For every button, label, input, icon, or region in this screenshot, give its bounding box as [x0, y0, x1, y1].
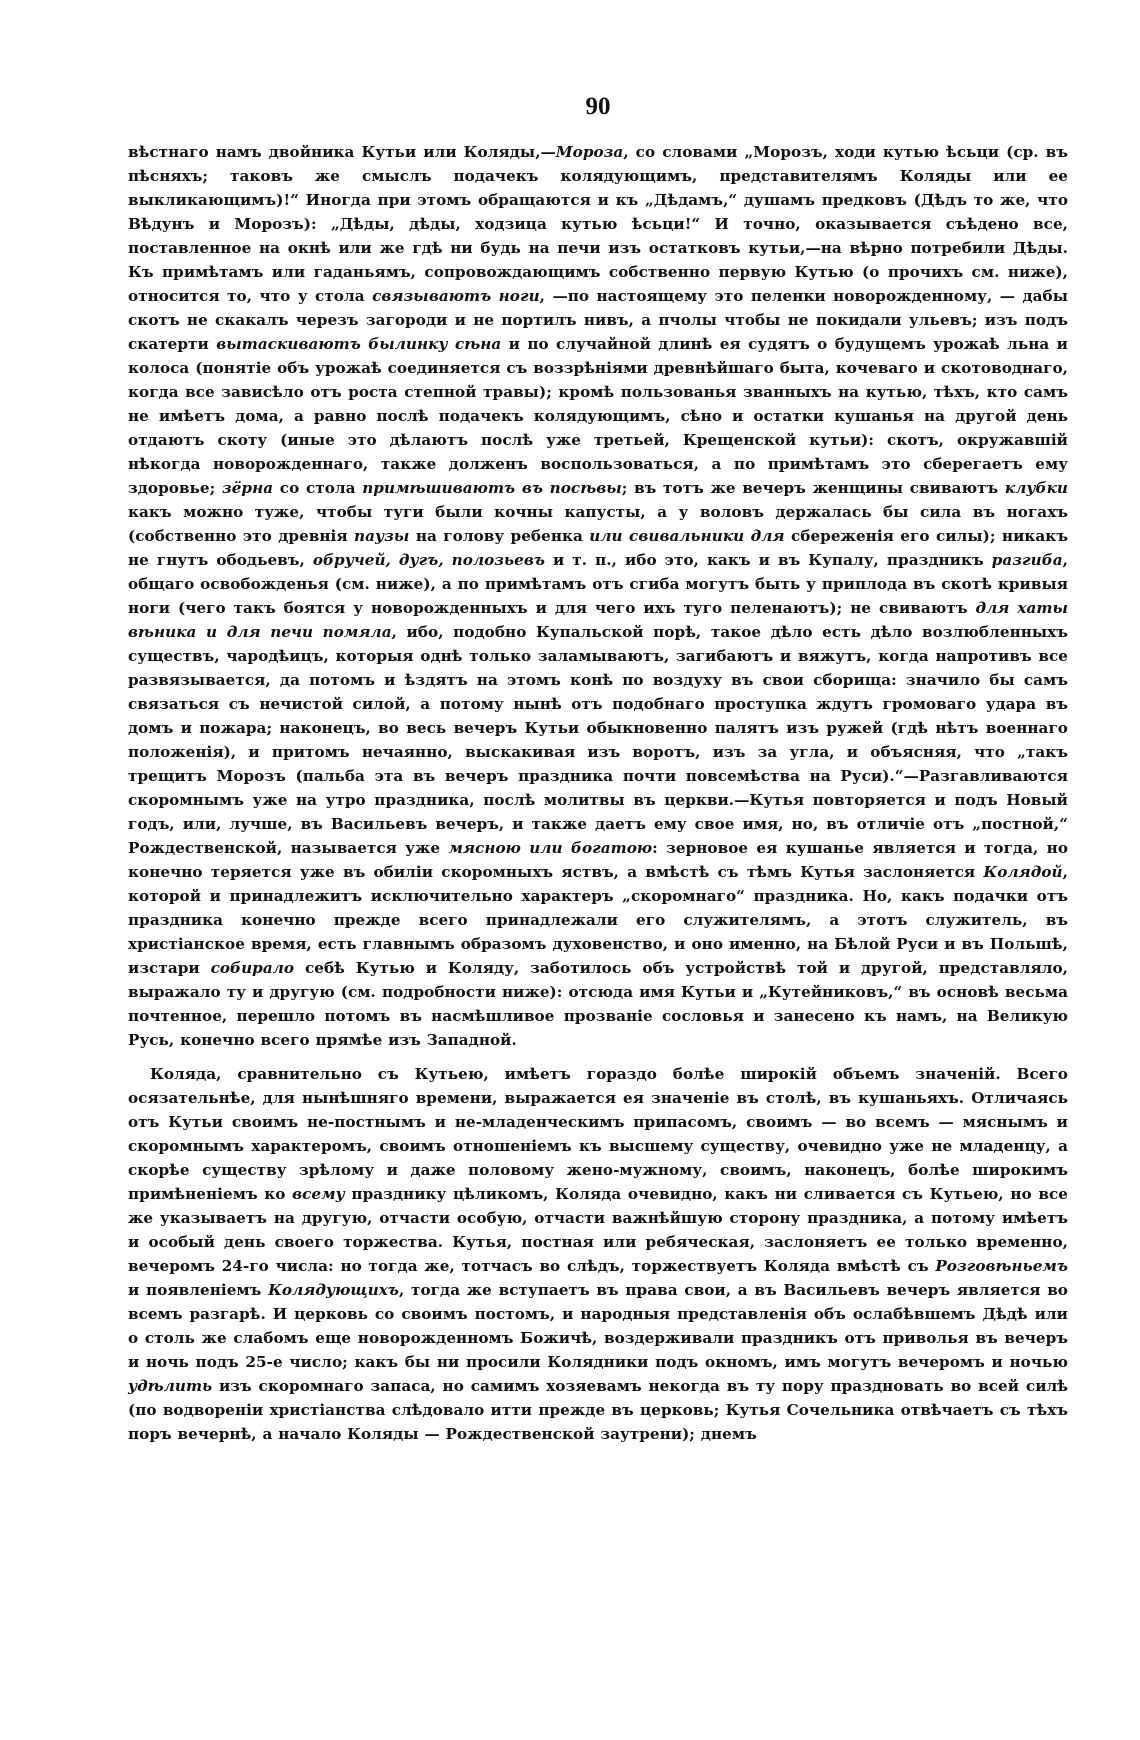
page-number: 90 — [585, 93, 611, 120]
body-text: изъ скоромнаго запаса, но самимъ хозяевамъ некогда въ ту пору праздновать во всей силѣ (по водвореніи христіанства слѣдовало итти прежде въ церковь; Кутья Сочельника отвѣчаетъ съ тѣхъ поръ вечернѣ, а начало Коляды — Рождественской заутрени); днемъ — [128, 1377, 1068, 1443]
body-text: себѣ Кутью и Коляду, заботилось объ устройствѣ той и другой, представляло, выражало ту и другую (см. подробности ниже): отсюда имя Кутьи и „Кутейниковъ,“ въ основѣ весьма почтенное, перешло потомъ въ насмѣшливое прозваніе сословья и занесено къ намъ, на Великую Русь, конечно всего прямѣе изъ Западной. — [128, 959, 1068, 1049]
paragraph — [128, 1062, 1068, 1446]
body-text: и по случайной длинѣ ея судятъ о будущемъ урожаѣ льна и колоса (понятіе объ урожаѣ соединяется съ воззрѣніями древнѣйшаго быта, кочеваго и скотоводнаго, когда все зависѣло отъ роста степной травы); кромѣ пользованья званныхъ на кутью, тѣхъ, кто самъ не имѣетъ дома, а равно послѣ подачекъ колядующимъ, сѣно и остатки кушанья на другой день отдаютъ скоту (иные это дѣлаютъ послѣ уже третьей, Крещенской кутьи): скотъ, окружавшій нѣкогда новорожденнаго, также долженъ воспользоваться, а по примѣтамъ это сберегаетъ ему здоровье; — [128, 335, 1068, 497]
body-text: , —по настоящему это пеленки новорожденному, — дабы скотъ не скакалъ черезъ загороди и не портилъ нивъ, а пчолы чтобы не покидали ульевъ; изъ подъ скатерти — [128, 287, 1068, 353]
emphasized-text: зёрна — [221, 479, 274, 497]
body-text: вѣстнаго намъ двойника Кутьи или Коляды,— — [128, 143, 556, 161]
emphasized-text: Колядой — [983, 863, 1063, 881]
body-text: , которой и принадлежитъ исключительно характеръ „скоромнаго“ праздника. Но, какъ подачки отъ праздника конечно прежде всего принадлежали его служителямъ, а этотъ служитель, въ христіанское время, есть главнымъ образомъ духовенство, и оно именно, на Бѣлой Руси и въ Польшѣ, изстари — [128, 863, 1068, 977]
body-text: сбереженія его силы); никакъ не гнутъ ободьевъ, — [128, 527, 1069, 569]
body-text: празднику цѣликомъ, Коляда очевидно, какъ ни сливается съ Кутьею, но все же указываетъ на другую, отчасти особую, отчасти важнѣйшую сторону праздника, а потому имѣетъ и особый день своего торжества. Кутья, постная или ребяческая, заслоняетъ ее только временно, вечеромъ 24-го числа: но тогда же, тотчасъ во слѣдъ, торжествуетъ Коляда вмѣстѣ съ — [128, 1185, 1068, 1275]
emphasized-text: паузы — [354, 527, 410, 545]
emphasized-text: примѣшиваютъ въ посѣвы — [362, 479, 622, 497]
emphasized-text: Мороза — [555, 143, 624, 161]
body-text: ; въ тотъ же вечеръ женщины свиваютъ — [621, 479, 1005, 497]
body-text: Коляда, сравнительно съ Кутьею, имѣетъ гораздо болѣе широкій объемъ значеній. Всего осязательнѣе, для нынѣшняго времени, выражается ея значеніе въ столѣ, въ кушаньяхъ. Отличаясь отъ Кутьи своимъ не-постнымъ и не-младенческимъ припасомъ, своимъ — во всемъ — мяснымъ и скоромнымъ характеромъ, своимъ отношеніемъ къ высшему существу, очевидно уже не младенцу, а скорѣе существу зрѣлому и даже половому жено-мужному, своимъ, наконецъ, болѣе широкимъ примѣненіемъ ко — [128, 1065, 1068, 1203]
body-text: и т. п., ибо это, какъ и въ Купалу, праздникъ — [544, 551, 992, 569]
paragraph — [128, 140, 1068, 1052]
body-text: и появленіемъ — [128, 1281, 269, 1299]
body-text: , со словами „Морозъ, ходи кутью ѣсьци (ср. въ пѣсняхъ; таковъ же смыслъ подачекъ колядующимъ, представителямъ Коляды или ее выкликающимъ)!“ Иногда при этомъ обращаются и къ „Дѣдамъ,“ душамъ предковъ (Дѣдъ то же, что Вѣдунъ и Морозъ): „Дѣды, дѣды, ходзица кутью ѣсьци!“ И точно, оказывается съѣдено все, поставленное на окнѣ или же гдѣ ни будь на печи изъ остатковъ кутьи,—на вѣрно потребили Дѣды. Къ примѣтамъ или гаданьямъ, сопровождающимъ собственно первую Кутью (о прочихъ см. ниже), относится то, что у стола — [128, 143, 1068, 305]
emphasized-text: клубки — [1004, 479, 1068, 497]
body-text: со стола — [273, 479, 363, 497]
emphasized-text: или свивальники для — [589, 527, 785, 545]
body-text: , тогда же вступаетъ въ права свои, а въ Васильевъ вечеръ является во всемъ разгарѣ. И церковь со своимъ постомъ, и народныя представленія объ ослабѣвшемъ Дѣдѣ или о столь же слабомъ еще новорожденномъ Божичѣ, воздерживали праздникъ отъ приволья въ вечеръ и ночь подъ 25-е число; какъ бы ни просили Колядники подъ окномъ, имъ могутъ вечеромъ и ночью — [128, 1281, 1068, 1371]
body-text: : зерновое ея кушанье является и тогда, но конечно теряется уже въ обиліи скоромныхъ яствъ, а вмѣстѣ съ тѣмъ Кутья заслоняется — [128, 839, 1068, 881]
emphasized-text: вытаскиваютъ былинку сѣна — [216, 335, 502, 353]
text-body — [128, 140, 1068, 1446]
body-text: какъ можно туже, чтобы туги были кочны капусты, а у воловъ держалась бы сила въ ногахъ (собственно это древнія — [128, 503, 1068, 545]
emphasized-text: Розговѣньемъ — [935, 1257, 1068, 1275]
emphasized-text: Колядующихъ — [268, 1281, 399, 1299]
emphasized-text: связываютъ ноги — [372, 287, 540, 305]
emphasized-text: для хаты вѣника и для печи помяла — [128, 599, 1069, 641]
document-page — [128, 92, 1068, 1446]
body-text: , общаго освобожденья (см. ниже), а по примѣтамъ отъ сгиба могутъ быть у приплода въ скотѣ кривыя ноги (чего такъ боятся у новорожденныхъ и для чего ихъ туго пеленаютъ); не свиваютъ — [128, 551, 1068, 617]
emphasized-text: всему — [292, 1185, 345, 1203]
emphasized-text: удѣлить — [128, 1377, 213, 1395]
emphasized-text: собирало — [210, 959, 295, 977]
emphasized-text: разгиба — [991, 551, 1063, 569]
body-text: , ибо, подобно Купальской порѣ, такое дѣло есть дѣло возлюбленныхъ существъ, чародѣицъ, которыя однѣ только заламываютъ, загибаютъ и вяжутъ, когда напротивъ все развязывается, да потомъ и ѣздятъ на этомъ конѣ по воздуху въ свои сборища: значило бы самъ связаться съ нечистой силой, а потому нынѣ отъ подобнаго проступка ждутъ громоваго удара въ домъ и пожара; наконецъ, во весь вечеръ Кутьи обыкновенно палятъ изъ ружей (гдѣ нѣтъ военнаго положенія), и притомъ нечаянно, выскакивая изъ воротъ, изъ за угла, и объясняя, что „такъ трещитъ Морозъ (пальба эта въ вечеръ праздника почти повсемѣства на Руси).“—Разгавливаются скоромнымъ уже на утро праздника, послѣ молитвы въ церкви.—Кутья повторяется и подъ Новый годъ, или, лучше, въ Васильевъ вечеръ, и также даетъ ему свое имя, но, въ отличіе отъ „постной,“ Рождественской, называется уже — [128, 623, 1068, 857]
body-text: на голову ребенка — [409, 527, 590, 545]
emphasized-text: обручей, дугъ, полозьевъ — [312, 551, 545, 569]
emphasized-text: мясною или богатою — [448, 839, 653, 857]
